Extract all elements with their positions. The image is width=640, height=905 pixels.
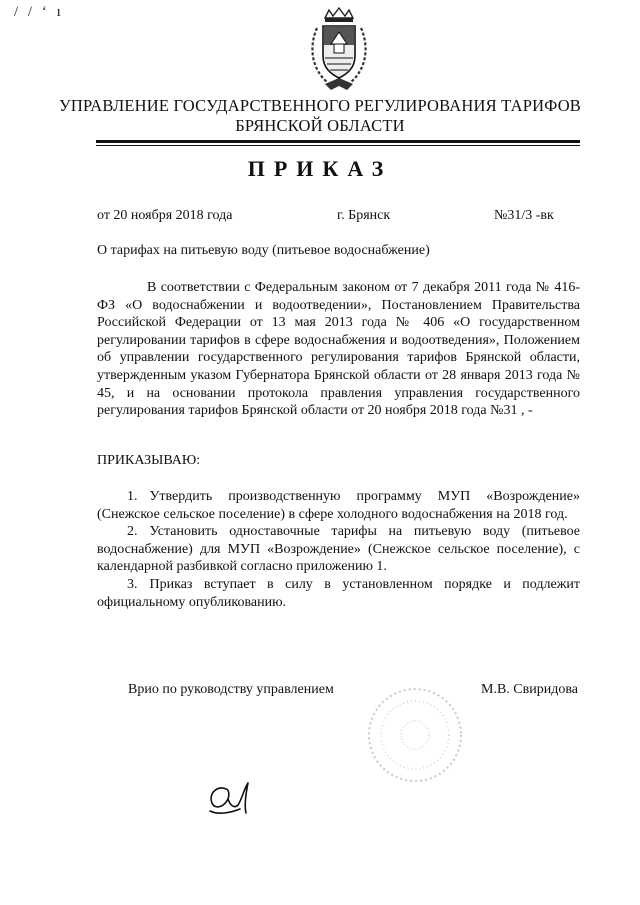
scan-artifact-marks: / / ʻ ı (14, 4, 64, 20)
order-directive-word: ПРИКАЗЫВАЮ: (97, 453, 201, 468)
order-item-number: 2. (127, 524, 138, 540)
document-title: ПРИКАЗ (247, 156, 393, 181)
agency-name-line-1: УПРАВЛЕНИЕ ГОСУДАРСТВЕННОГО РЕГУЛИРОВАНИЯ ТАРИФОВ (58, 96, 582, 115)
preamble-paragraph (97, 279, 580, 420)
order-item (97, 488, 580, 523)
order-item-number: 3. (127, 576, 138, 592)
order-date: от 20 ноября 2018 года (97, 208, 233, 223)
signatory-name: М.В. Свиридова (481, 682, 578, 697)
bryansk-coat-of-arms-emblem (303, 6, 375, 92)
signatory-position: Врио по руководству управлением (128, 682, 334, 697)
order-item-text: Приказ вступает в силу в установленном порядке и подлежит официальному опубликованию. (97, 576, 580, 610)
order-items-list (97, 488, 580, 611)
order-subject: О тарифах на питьевую воду (питьевое водоснабжение) (97, 243, 430, 258)
order-item-number: 1. (127, 489, 138, 504)
order-item-text: Утвердить производственную программу МУП «Возрождение» (Снежское сельское поселение) в сфере холодного водоснабжения на 2018 год. (97, 489, 580, 522)
order-item (97, 576, 580, 611)
header-divider-thick (96, 140, 580, 143)
preamble-text: В соответствии с Федеральным законом от 7 декабря 2011 года № 416-ФЗ «О водоснабжении и водоотведении», Постановлением Правительства Российской Федерации от 13 мая 2013 года № 406 «О государственном регулировании тарифов в сфере водоснабжения и водоотведения», Положением об управлении государственного регулирования тарифов Брянской области, утвержденным указом Губернатора Брянской области от 28 января 2013 года № 45, и на основании протокола правления управления государственного регулирования тарифов Брянской области от 20 ноября 2018 года №31 , - (97, 280, 580, 419)
order-city: г. Брянск (337, 208, 391, 223)
handwritten-signature (204, 775, 266, 817)
order-number: №31/3 -вк (494, 208, 554, 223)
agency-name-line-2: БРЯНСКОЙ ОБЛАСТИ (235, 116, 405, 135)
order-item (97, 523, 580, 576)
faint-official-stamp (355, 680, 475, 790)
order-item-text: Установить одноставочные тарифы на питьевую воду (питьевое водоснабжение) для МУП «Возрождение» (Снежское сельское поселение), с календарной разбивкой согласно приложению 1. (97, 524, 580, 575)
header-divider-thin (96, 145, 580, 146)
